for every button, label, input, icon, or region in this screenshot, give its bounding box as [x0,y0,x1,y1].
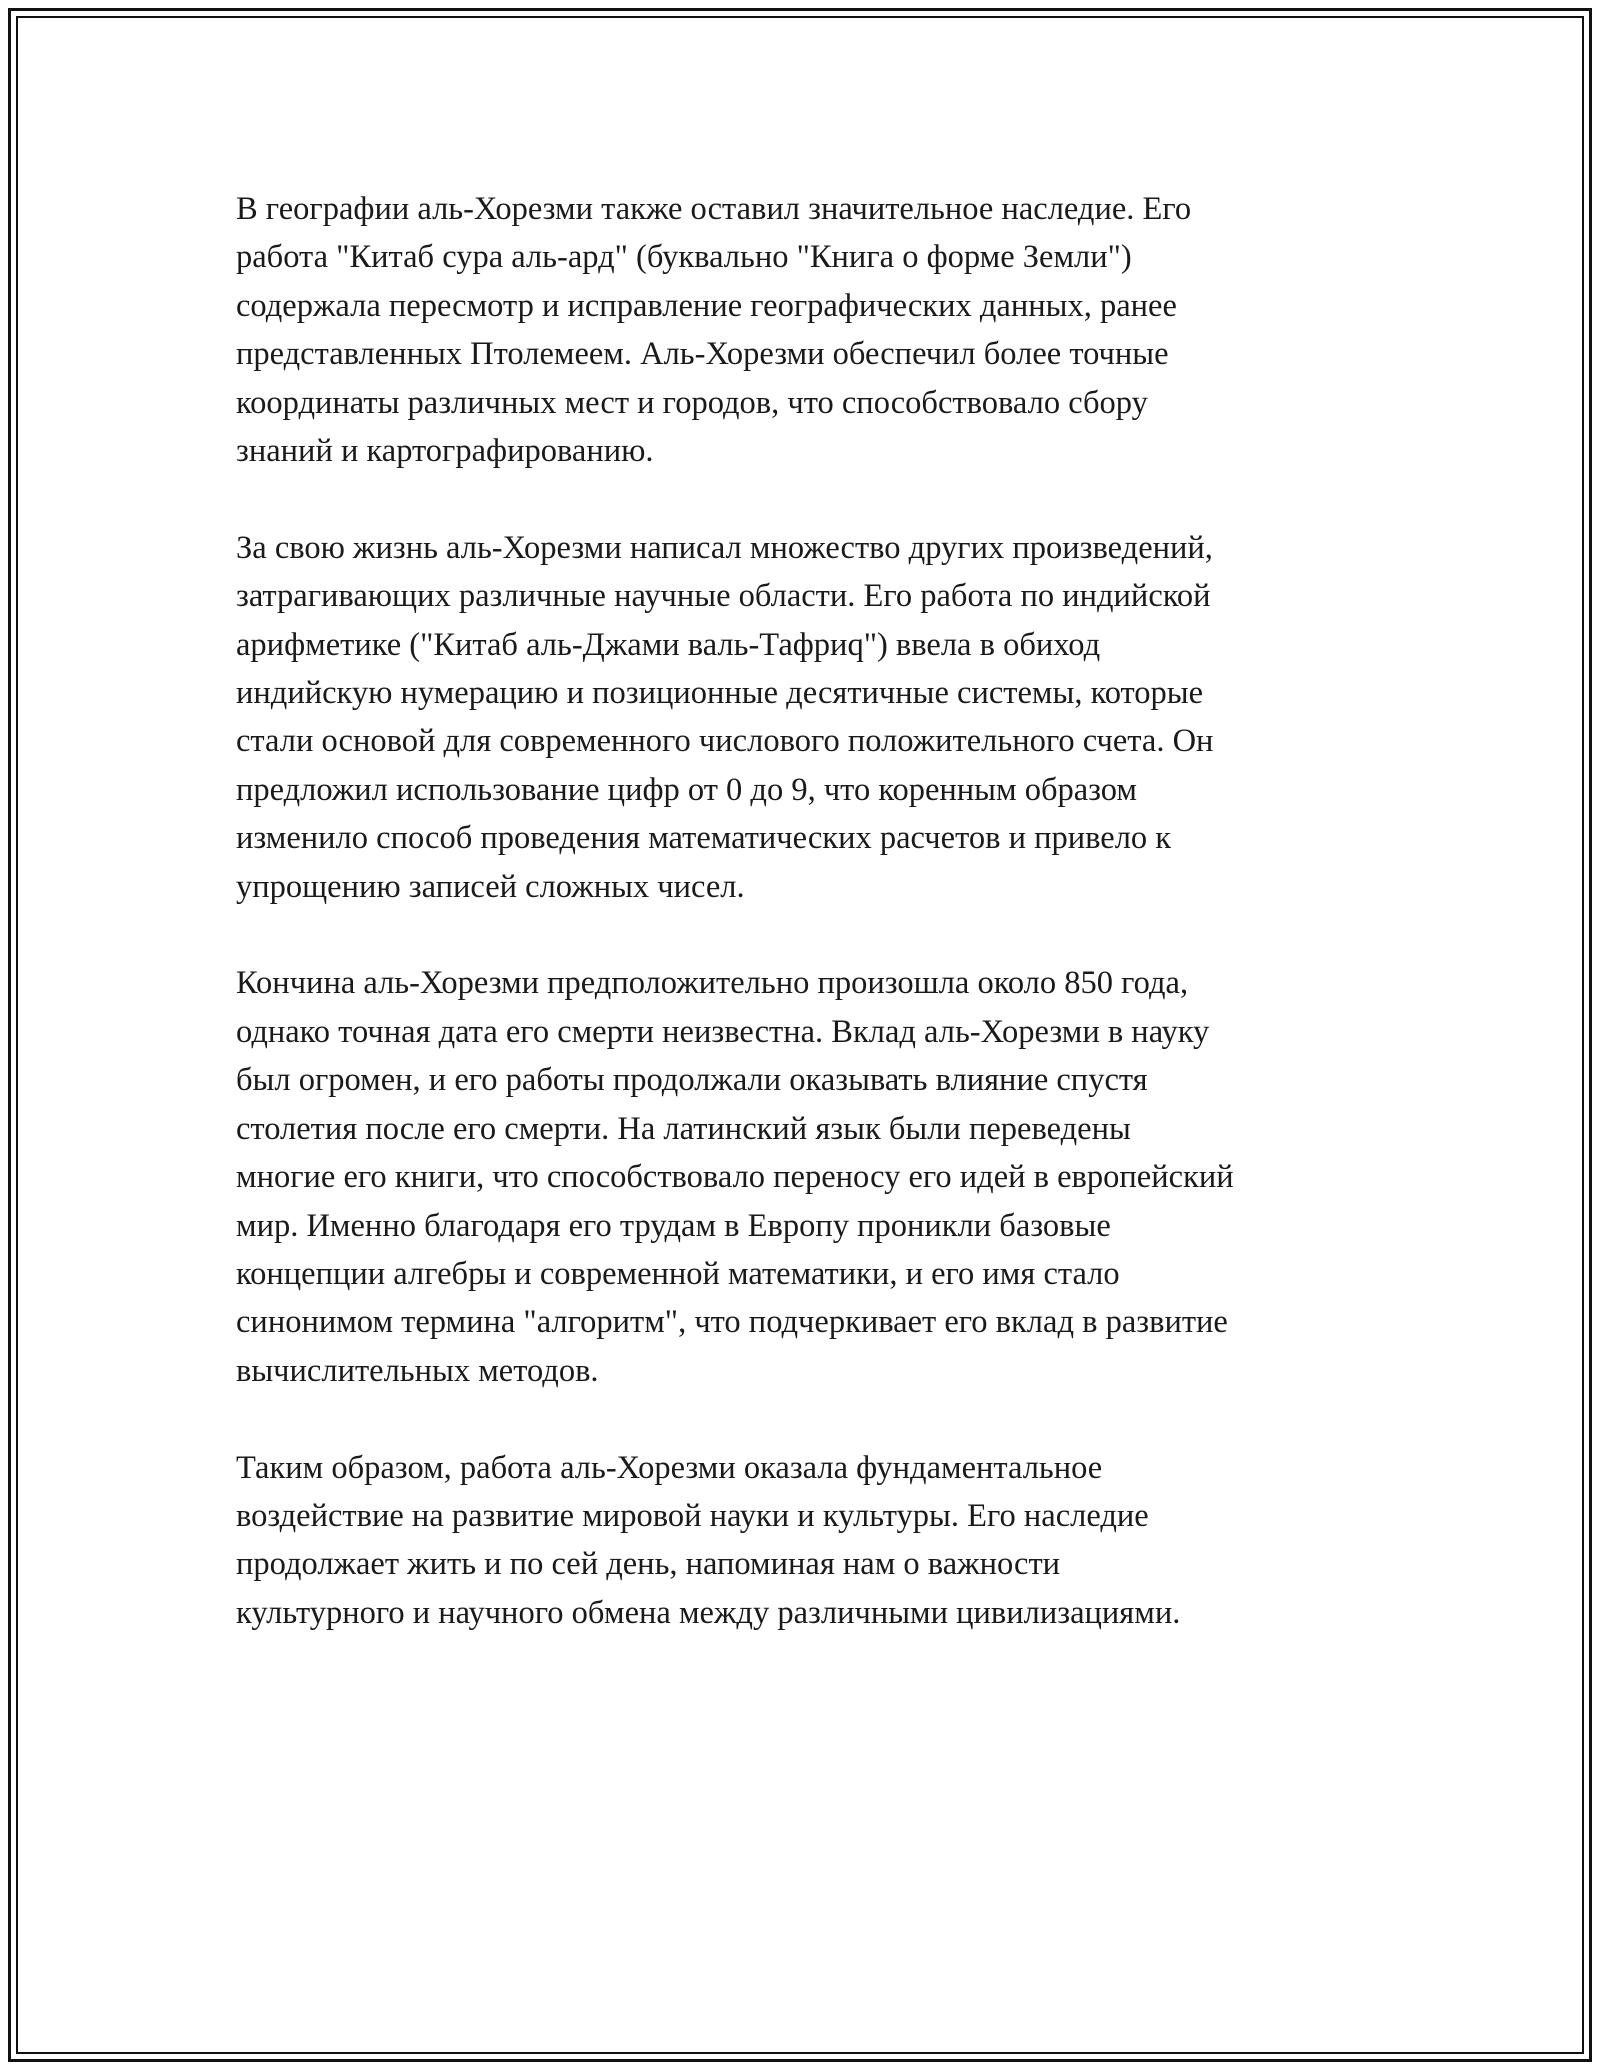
text-line: В географии аль-Хорезми также оставил значительное наследие. Его [236,191,1192,227]
text-line: изменило способ проведения математических расчетов и привело к [236,820,1172,857]
text-line: Таким образом, работа аль-Хорезми оказала фундаментальное [236,1449,1103,1486]
text-line: стали основой для современного числового положительного счета. Он [236,723,1214,760]
text-line: столетия после его смерти. На латинский язык были переведены [236,1110,1131,1147]
text-line: За свою жизнь аль-Хорезми написал множество других произведений, [236,529,1213,566]
document-body [236,185,1416,1686]
text-line: знаний и картографированию. [236,433,654,470]
text-line: был огромен, и его работы продолжали оказывать влияние спустя [236,1062,1148,1099]
text-line: воздействие на развитие мировой науки и культуры. Его наследие [236,1497,1149,1534]
text-line: затрагивающих различные научные области. Его работа по индийской [236,578,1211,615]
paragraph-legacy [236,959,1416,1395]
paragraph-conclusion [236,1444,1416,1638]
text-line: индийскую нумерацию и позиционные десятичные системы, которые [236,675,1204,712]
text-line: работа "Китаб сура аль-ард" (буквально "Книга о форме Земли") [236,239,1132,276]
text-line: упрощению записей сложных чисел. [236,868,745,905]
text-line: предложил использование цифр от 0 до 9, что коренным образом [236,771,1138,808]
text-line: мир. Именно благодаря его трудам в Европу проникли базовые [236,1207,1111,1244]
paragraph-other-works [236,524,1416,911]
text-line: синонимом термина "алгоритм", что подчеркивает его вклад в развитие [236,1304,1228,1341]
text-line: координаты различных мест и городов, что способствовало сбору [236,384,1148,421]
text-line: многие его книги, что способствовало переносу его идей в европейский [236,1159,1234,1196]
text-line: культурного и научного обмена между различными цивилизациями. [236,1594,1181,1631]
text-line: концепции алгебры и современной математики, и его имя стало [236,1255,1120,1292]
text-line: Кончина аль-Хорезми предположительно произошла около 850 года, [236,965,1189,1002]
text-line: представленных Птолемеем. Аль-Хорезми обеспечил более точные [236,336,1169,373]
text-line: продолжает жить и по сей день, напоминая нам о важности [236,1546,1061,1583]
text-line: арифметике ("Китаб аль-Джами валь-Тафриq") ввела в обиход [236,626,1101,663]
text-line: однако точная дата его смерти неизвестна. Вклад аль-Хорезми в науку [236,1013,1210,1050]
text-line: содержала пересмотр и исправление географических данных, ранее [236,287,1177,324]
paragraph-geography [236,185,1416,475]
text-line: вычислительных методов. [236,1352,599,1389]
